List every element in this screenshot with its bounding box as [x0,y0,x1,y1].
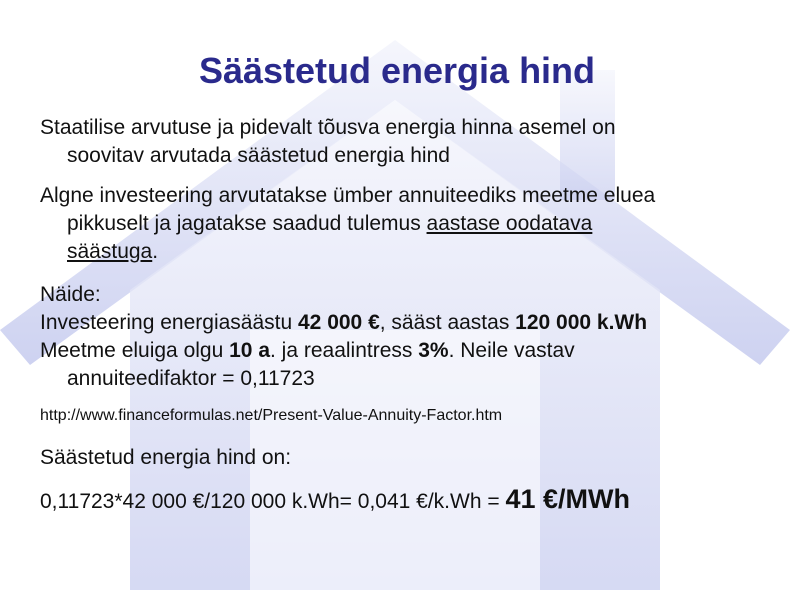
slide-title: Säästetud energia hind [198,50,596,91]
underlined-word: säästuga [67,240,153,263]
example-factor: annuiteedifaktor = 0,11723 [67,367,315,390]
p1-line1: Staatilise arvutuse ja pidevalt tõusva energia hinna asemel on [40,116,616,139]
result-label: Säästetud energia hind on: [40,446,292,469]
paragraph-annuity [40,182,770,266]
calculation-text: 0,11723*42 000 €/120 000 k.Wh= 0,041 €/k.Wh = [40,490,506,513]
paragraph-example [40,281,770,393]
underlined-phrase: aastase oodatava [426,212,593,235]
paragraph-static-calc [40,114,770,170]
example-label: Näide: [40,283,101,306]
p2-line1: Algne investeering arvutatakse ümber annuiteediks meetme eluea [40,184,656,207]
example-investment: Investeering energiasäästu 42 000 €, sääst aastas 120 000 k.Wh [40,311,648,334]
p2-line2: pikkuselt ja jagatakse saadud tulemus aastase oodatava [67,212,593,235]
p2-line3: säästuga. [67,240,159,263]
reference-link[interactable]: http://www.financeformulas.net/Present-Value-Annuity-Factor.htm [40,407,503,424]
p1-line2: soovitav arvutada säästetud energia hind [67,144,450,167]
result-value: 41 €/MWh [505,484,630,514]
calculation-line [40,485,770,516]
example-lifetime: Meetme eluiga olgu 10 a. ja reaalintress 3%. Neile vastav [40,339,575,362]
